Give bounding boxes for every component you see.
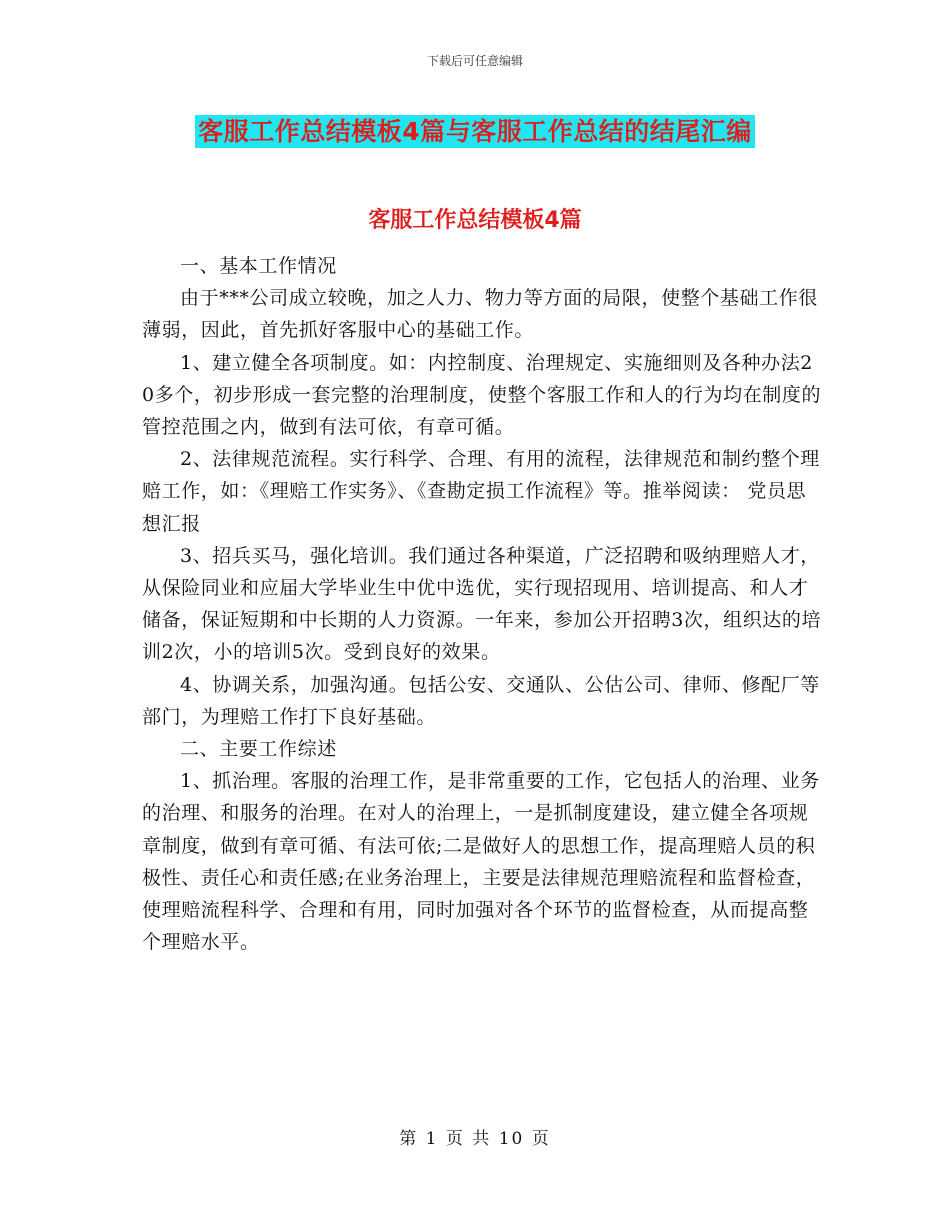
paragraph: 1、抓治理。客服的治理工作，是非常重要的工作，它包括人的治理、业务的治理、和服务的治理。在对人的治理上，一是抓制度建设，建立健全各项规章制度，做到有章可循、有法可依;二是做好人的思想工作，提高理赔人员的积极性、责任心和责任感;在业务治理上，主要是法律规范理赔流程和监督检查，使理赔流程科学、合理和有用，同时加强对各个环节的监督检查，从而提高整个理赔水平。 xyxy=(142,770,820,954)
paragraph: 4、协调关系，加强沟通。包括公安、交通队、公估公司、律师、修配厂等部门，为理赔工作打下良好基础。 xyxy=(142,673,820,728)
page-number: 第 1 页 共 10 页 xyxy=(399,1129,551,1149)
paragraph: 3、招兵买马，强化培训。我们通过各种渠道，广泛招聘和吸纳理赔人才，从保险同业和应届大学毕业生中优中选优，实行现招现用、培训提高、和人才储备，保证短期和中长期的人力资源。一年来，参加公开招聘3次，组织达的培训2次，小的培训5次。受到良好的效果。 xyxy=(142,544,822,664)
body-text xyxy=(142,250,822,958)
paragraph: 由于***公司成立较晚，加之人力、物力等方面的局限，使整个基础工作很薄弱，因此，首先抓好客服中心的基础工作。 xyxy=(142,287,818,342)
header-note: 下载后可任意编辑 xyxy=(426,54,523,68)
paragraph: 2、法律规范流程。实行科学、合理、有用的流程，法律规范和制约整个理赔工作，如：《理赔工作实务》、《查勘定损工作流程》等。推举阅读： 党员思想汇报 xyxy=(142,448,820,535)
section-title: 客服工作总结模板4篇 xyxy=(368,208,582,233)
paragraph-heading-basic: 一、基本工作情况 xyxy=(180,255,337,277)
paragraph-heading-main: 二、主要工作综述 xyxy=(180,738,337,761)
paragraph: 1、建立健全各项制度。如：内控制度、治理规定、实施细则及各种办法20多个，初步形成一套完整的治理制度，使整个客服工作和人的行为均在制度的管控范围之内，做到有法可依，有章可循。 xyxy=(142,351,822,439)
document-title xyxy=(0,112,950,148)
document-title-text: 客服工作总结模板4篇与客服工作总结的结尾汇编 xyxy=(195,115,754,148)
